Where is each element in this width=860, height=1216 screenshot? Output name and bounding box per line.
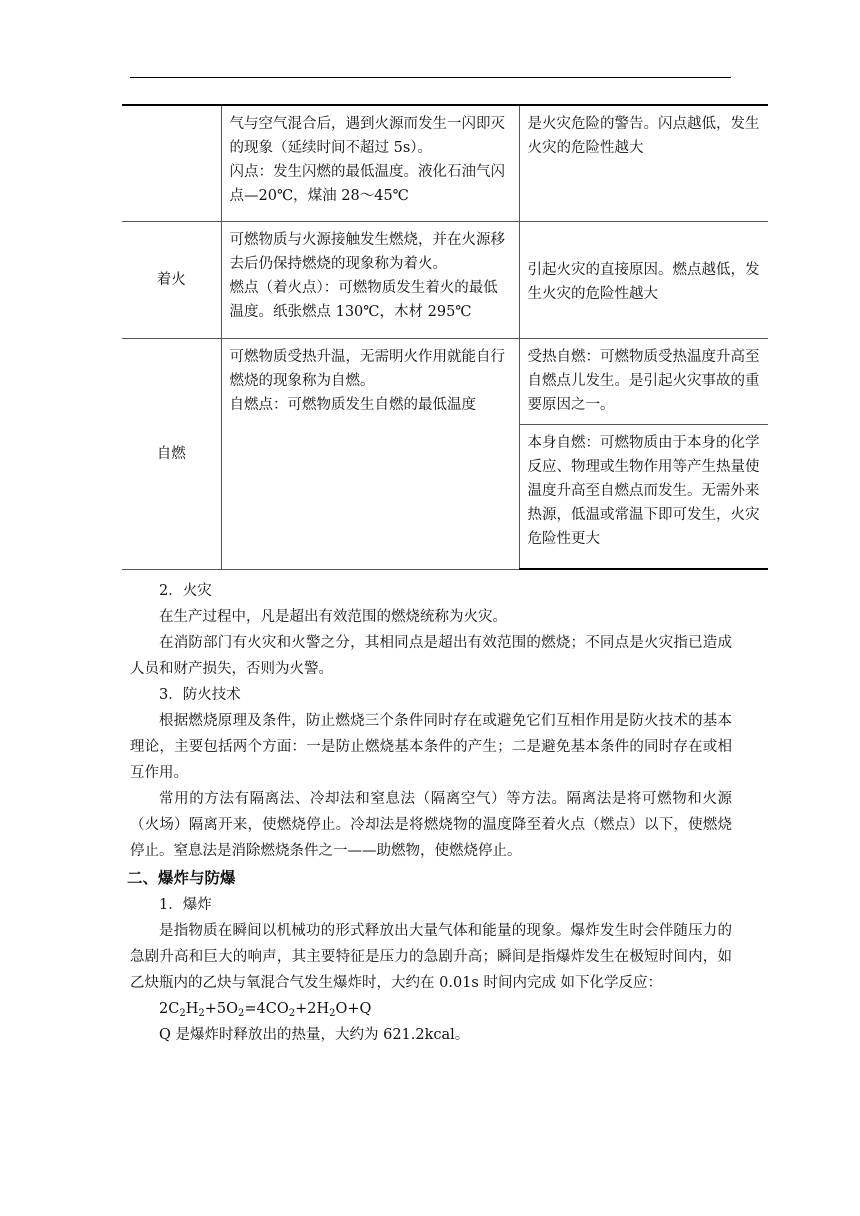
ignition-definition: 可燃物质与火源接触发生燃烧，并在火源移去后仍保持燃烧的现象称为着火。 <box>229 231 505 272</box>
table-cell-note <box>519 105 768 221</box>
table-cell-description <box>221 105 519 221</box>
self-spontaneous-note: 本身自燃：可燃物质由于本身的化学反应、物理或生物作用等产生热量使温度升高至自燃点而发生。无需外来热源，低温或常温下即可发生，火灾危险性更大 <box>527 434 760 547</box>
prevention-heading: 3．防火技术 <box>159 687 241 703</box>
spontaneous-point-definition: 自燃点：可燃物质发生自燃的最低温度 <box>229 396 476 413</box>
spontaneous-name: 自燃 <box>122 338 221 569</box>
table-cell-description <box>221 221 519 338</box>
document-body <box>127 578 732 1048</box>
prevention-paragraph-2: 常用的方法有隔离法、冷却法和窒息法（隔离空气）等方法。隔离法是将可燃物和火源（火场）隔离开来，使燃烧停止。冷却法是将燃烧物的温度降至着火点（燃点）以下，使燃烧停止。窒息法是消除燃烧条件之一——助燃物，使燃烧停止。 <box>130 791 732 859</box>
flash-point-definition: 闪点：发生闪燃的最低温度。液化石油气闪点—20℃，煤油 28～45℃ <box>229 164 505 204</box>
flash-definition: 气与空气混合后，遇到火源而发生一闪即灭的现象（延续时间不超过 5s）。 <box>229 116 505 156</box>
fire-paragraph-2: 在消防部门有火灾和火警之分，其相同点是超出有效范围的燃烧；不同点是火灾指已造成人员和财产损失，否则为火警。 <box>130 635 732 677</box>
spontaneous-definition: 可燃物质受热升温，无需明火作用就能自行燃烧的现象称为自燃。 <box>229 348 505 389</box>
table-cell-name <box>122 105 221 221</box>
ignition-note: 引起火灾的直接原因。燃点越低，发生火灾的危险性越大 <box>527 261 760 302</box>
table-cell-note <box>519 338 768 424</box>
page-header-rule <box>130 77 731 78</box>
explosion-paragraph: 是指物质在瞬间以机械功的形式释放出大量气体和能量的现象。爆炸发生时会伴随压力的急剧升高和巨大的响声，其主要特征是压力的急剧升高；瞬间是指爆炸发生在极短时间内，如乙炔瓶内的乙炔与氧混合气发生爆炸时，大约在 0.01s 时间内完成 如下化学反应： <box>130 923 732 991</box>
section-title: 二、爆炸与防爆 <box>127 869 236 887</box>
chemical-equation: $2C_2H_2+5O_2=4CO_2+2H_2O+Q$ <box>159 1001 372 1019</box>
explosion-heading: 1．爆炸 <box>159 897 212 913</box>
table-row-flash <box>122 105 768 221</box>
ignition-point-definition: 燃点（着火点）：可燃物质发生着火的最低温度。纸张燃点 130℃，木材 295℃ <box>229 279 498 320</box>
table-row-ignition <box>122 221 768 338</box>
table-row-spontaneous <box>122 338 768 424</box>
flash-note: 是火灾危险的警告。闪点越低，发生火灾的危险性越大 <box>527 116 760 156</box>
fire-paragraph-1: 在生产过程中，凡是超出有效范围的燃烧统称为火灾。 <box>159 609 507 625</box>
prevention-paragraph-1: 根据燃烧原理及条件，防止燃烧三个条件同时存在或避免它们互相作用是防火技术的基本理论，主要包括两个方面：一是防止燃烧基本条件的产生；二是避免基本条件的同时存在或相互作用。 <box>130 713 732 781</box>
table-cell-note <box>519 424 768 569</box>
table-cell-description <box>221 338 519 569</box>
table-cell-note <box>519 221 768 338</box>
heat-note: Q 是爆炸时释放出的热量，大约为 621.2kcal。 <box>159 1027 470 1043</box>
fire-heading: 2．火灾 <box>159 583 212 599</box>
ignition-name: 着火 <box>122 221 221 338</box>
combustion-types-table <box>122 104 768 570</box>
heat-spontaneous-note: 受热自燃：可燃物质受热温度升高至自燃点儿发生。是引起火灾事故的重要原因之一。 <box>527 348 760 413</box>
